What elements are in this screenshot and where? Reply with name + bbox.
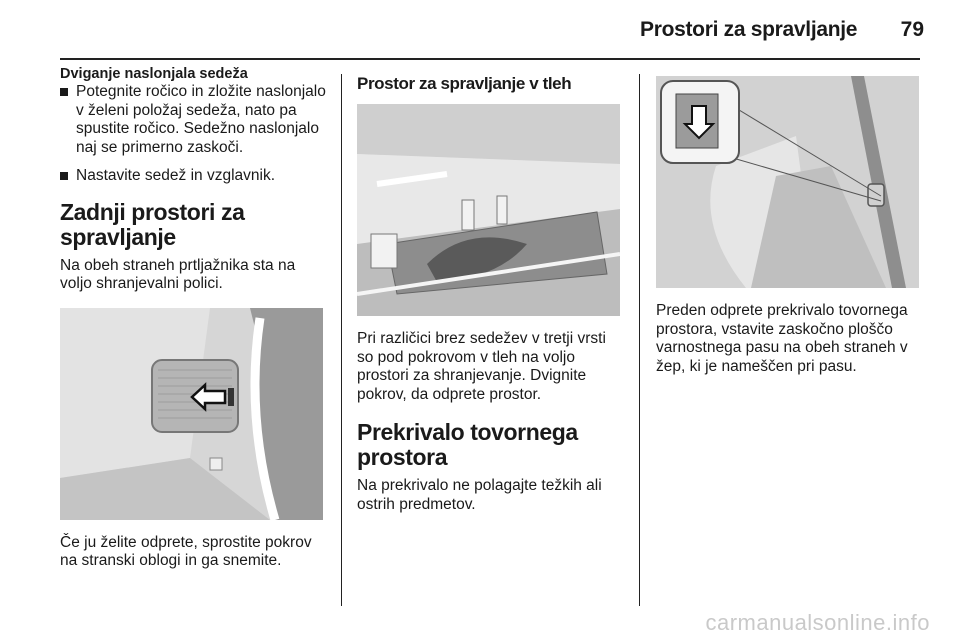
section-heading: Prekrivalo tovornega prostora (357, 419, 578, 470)
body-paragraph: Preden odprete prekrivalo tovornega prostora, vstavite zaskočno ploščo varnostnega pasu na obeh straneh v žep, ki je nameščen pri pasu. (656, 302, 908, 375)
page-header-title: Prostori za spravljanje (640, 18, 858, 41)
page-number: 79 (900, 18, 924, 41)
section-heading: Zadnji prostori za spravljanje (60, 198, 245, 250)
side-storage-figure (60, 308, 323, 520)
column-1 (60, 66, 326, 571)
bullet-square-icon (60, 88, 68, 96)
column-3 (656, 66, 922, 376)
column-divider-right (639, 74, 640, 606)
body-paragraph: Pri različici brez sedežev v tretji vrsti so pod pokrovom v tleh na voljo prostori za shranjevanje. Dvignite pokrov, da odprete prostor. (357, 330, 606, 403)
list-item-text: Potegnite ročico in zložite naslonjalo v želeni položaj sedeža, nato pa spustite ročico. Sedežno naslonjalo naj se primerno zaskoči. (76, 83, 326, 156)
column-divider-left (341, 74, 342, 606)
list-item-text: Nastavite sedež in vzglavnik. (76, 167, 276, 184)
section-subheading: Dviganje naslonjala sedeža (60, 66, 248, 82)
body-paragraph: Na obeh straneh prtljažnika sta na voljo shranjevalni polici. (60, 256, 296, 292)
instruction-list (60, 83, 326, 186)
list-item (60, 167, 326, 186)
body-paragraph: Na prekrivalo ne polagajte težkih ali ostrih predmetov. (357, 477, 602, 513)
watermark-text: carmanualsonline.info (705, 610, 930, 635)
section-heading: Prostor za spravljanje v tleh (357, 74, 572, 93)
bullet-square-icon (60, 172, 68, 180)
column-2 (357, 66, 625, 514)
list-item (60, 83, 326, 157)
body-paragraph: Če ju želite odprete, sprostite pokrov na stranski oblogi in ga snemite. (60, 533, 312, 569)
floor-storage-figure (357, 104, 620, 316)
seat-belt-pocket-figure (656, 76, 919, 288)
header-rule (60, 58, 920, 60)
